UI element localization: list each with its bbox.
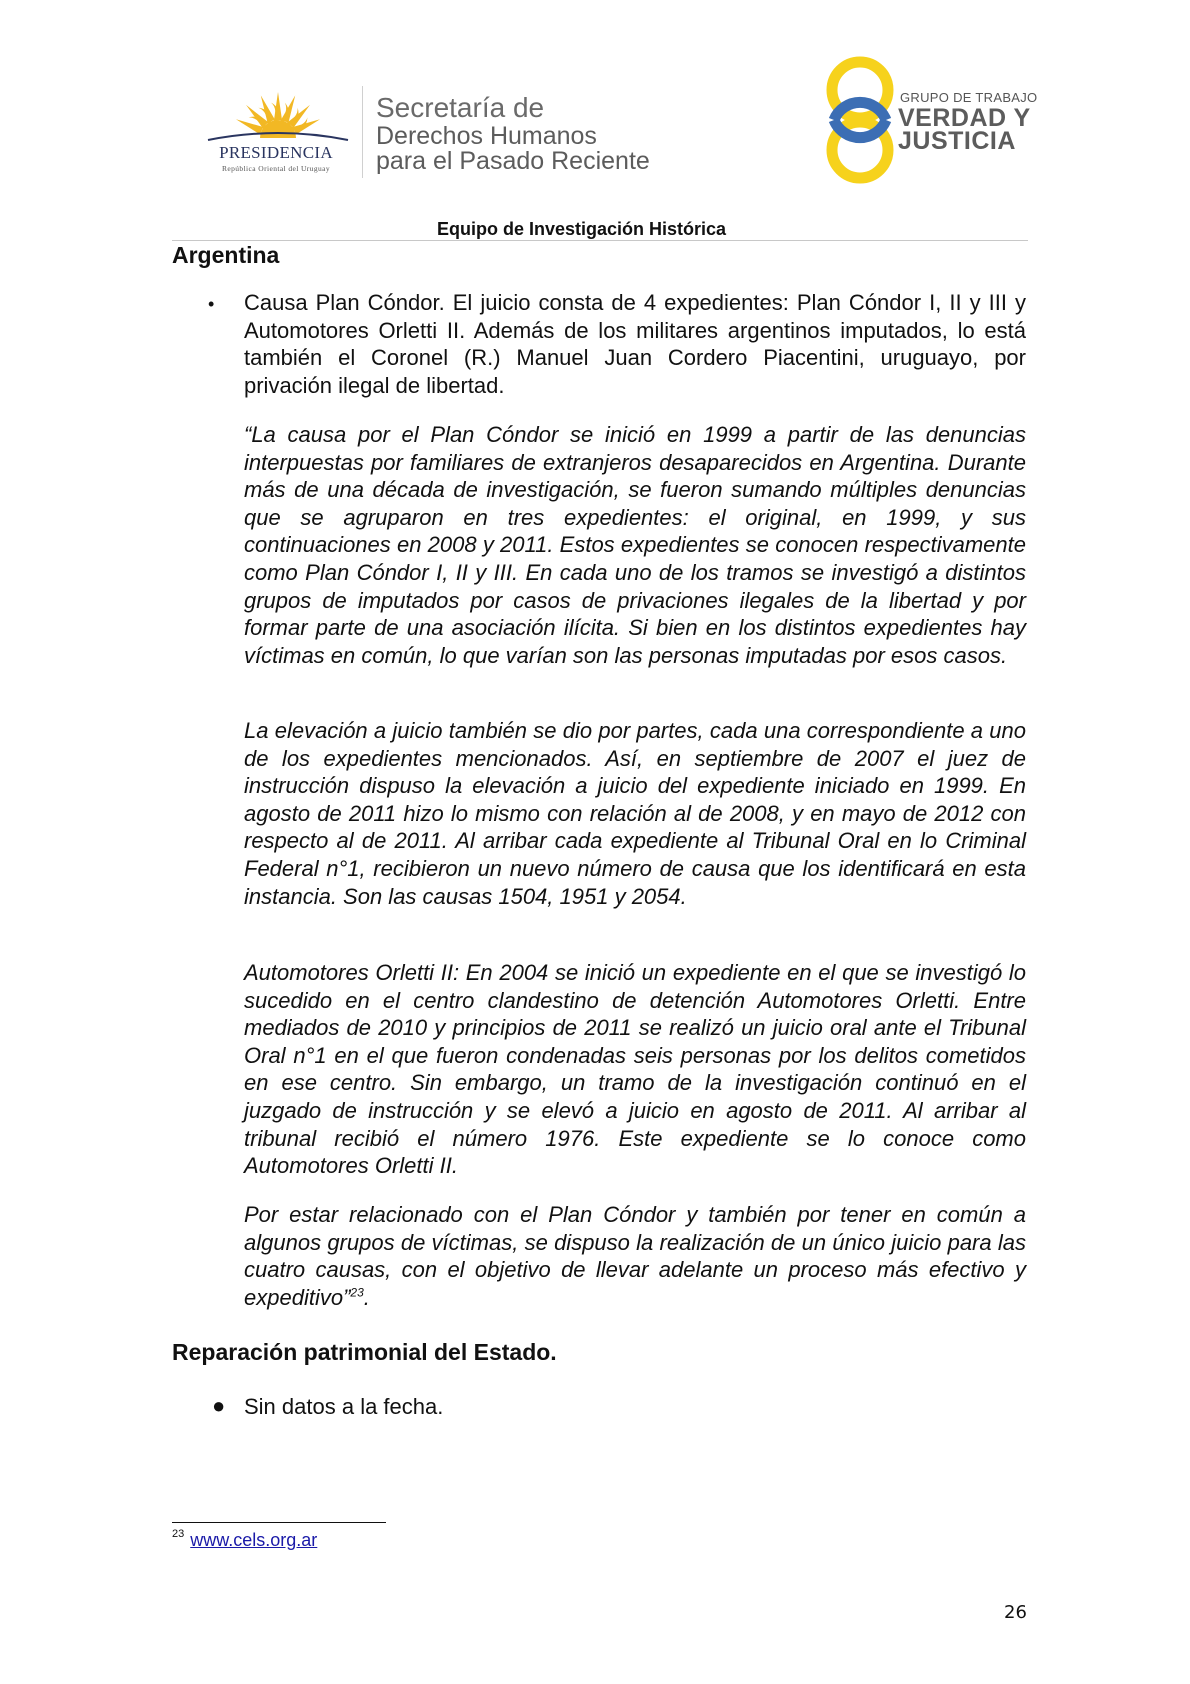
- bullet-icon: ●: [212, 1393, 226, 1418]
- page-number: 26: [1004, 1602, 1027, 1623]
- quote-paragraph-4-text: Por estar relacionado con el Plan Cóndor y también por tener en común a algunos grupos de víctimas, se dispuso la realización de un único juicio para las cuatro causas, con el objetivo de llevar adelante un proceso más efectivo y expeditivo”: [244, 1202, 1026, 1310]
- presidencia-subtitle: República Oriental del Uruguay: [221, 164, 330, 173]
- footnote-rule: [172, 1522, 386, 1523]
- grupo-line-1: GRUPO DE TRABAJO: [900, 90, 1038, 105]
- team-title: Equipo de Investigación Histórica: [437, 219, 727, 239]
- grupo-line-2: VERDAD Y: [898, 104, 1031, 132]
- header-divider: [362, 86, 363, 178]
- section-heading-reparacion: Reparación patrimonial del Estado.: [172, 1339, 557, 1365]
- bullet-text-plan-condor: Causa Plan Cóndor. El juicio consta de 4 expedientes: Plan Cóndor I, II y III y Automotores Orletti II. Además de los militares argentinos imputados, lo está también el Coronel (R.) Manuel Juan Cordero Piacentini, uruguayo, por privación ilegal de libertad.: [244, 290, 1026, 398]
- quote-paragraph-1: “La causa por el Plan Cóndor se inició en 1999 a partir de las denuncias interpuestas por familiares de extranjeros desaparecidos en Argentina. Durante más de una década de investigación, se fueron sumando múltiples denuncias que se agruparon en tres expedientes: el original, en 1999, y sus continuaciones en 2008 y 2011. Estos expedientes se conocen respectivamente como Plan Cóndor I, II y III. En cada uno de los tramos se investigó a distintos grupos de imputados por casos de privaciones ilegales de la libertad y por formar parte de una asociación ilícita. Si bien en los distintos expedientes hay víctimas en común, lo que varían son las personas imputadas por esos casos.: [244, 422, 1026, 668]
- footnote-reference[interactable]: 23: [350, 1285, 364, 1300]
- section-heading-argentina: Argentina: [172, 242, 280, 268]
- presidencia-name: PRESIDENCIA: [219, 143, 333, 162]
- quote-paragraph-4: [244, 1201, 1026, 1311]
- secretaria-line-3: para el Pasado Reciente: [376, 147, 650, 175]
- grupo-line-3: JUSTICIA: [898, 127, 1016, 155]
- quote-paragraph-3: Automotores Orletti II: En 2004 se inició un expediente en el que se investigó lo sucedido en el centro clandestino de detención Automotores Orletti. Entre mediados de 2010 y principios de 2011 se realizó un juicio oral ante el Tribunal Oral n°1 en el que fueron condenadas seis personas por los delitos cometidos en ese centro. Sin embargo, un tramo de la investigación continuó en el juzgado de instrucción y se elevó a juicio en agosto de 2011. Al arribar al tribunal recibió el número 1976. Este expediente se lo conoce como Automotores Orletti II.: [244, 960, 1026, 1179]
- quote-paragraph-4-end: .: [363, 1284, 370, 1310]
- verdad-justicia-logo: [820, 54, 900, 186]
- footnote-mark: 23: [172, 1528, 185, 1540]
- footnote-link[interactable]: www.cels.org.ar: [190, 1530, 318, 1550]
- header-rule: [172, 240, 1028, 241]
- secretaria-line-1: Secretaría de: [376, 92, 545, 123]
- bullet-icon: •: [208, 294, 215, 314]
- footnote: [172, 1530, 317, 1551]
- secretaria-line-2: Derechos Humanos: [376, 122, 597, 150]
- quote-paragraph-2: La elevación a juicio también se dio por partes, cada una correspondiente a uno de los expedientes mencionados. Así, en septiembre de 2007 el juez de instrucción dispuso la elevación a juicio del expediente iniciado en 1999. En agosto de 2011 hizo lo mismo con relación al de 2008, y en mayo de 2012 con respecto al de 2011. Al arribar cada expediente al Tribunal Oral en lo Criminal Federal n°1, recibieron un nuevo número de causa que los identificará en esta instancia. Son las causas 1504, 1951 y 2054.: [244, 718, 1026, 909]
- bullet-text-sin-datos: Sin datos a la fecha.: [244, 1394, 444, 1419]
